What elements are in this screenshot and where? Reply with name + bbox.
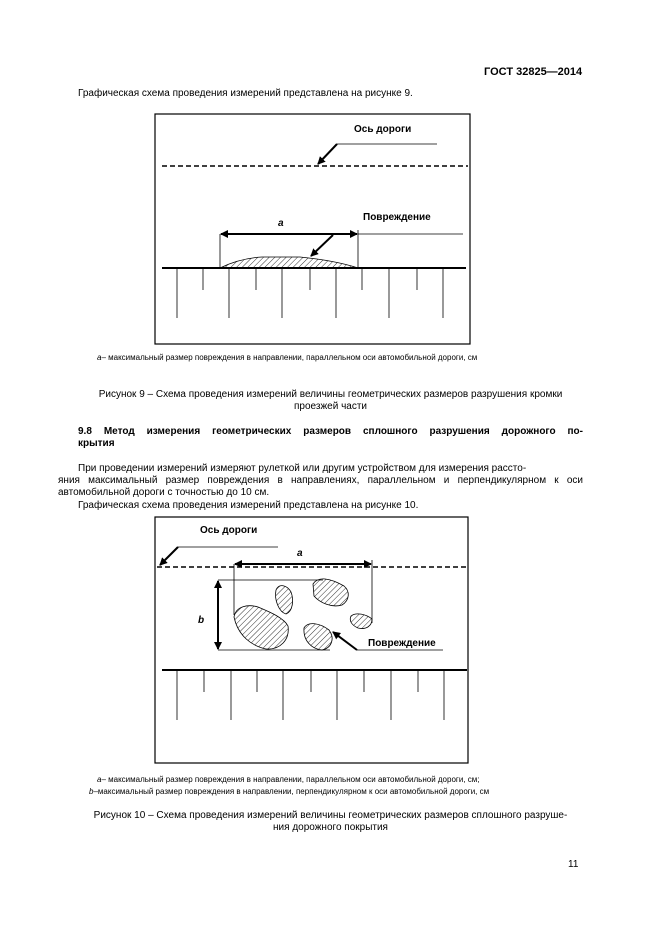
legend-letter: b	[89, 787, 94, 796]
para-line2: яния максимальный размер повреждения в направлениях, параллельном и перпендикулярном к оси	[58, 475, 583, 486]
fig10-damage-leader-arrow	[333, 632, 357, 650]
fig10-dim-a-label: a	[297, 548, 303, 559]
standard-number: ГОСТ 32825—2014	[484, 66, 583, 78]
fig10-dim-b-label: b	[198, 615, 205, 626]
fig10-damage-label: Повреждение	[368, 638, 436, 649]
fig10-legend-a	[97, 775, 479, 785]
legend-text: – максимальный размер повреждения в направлении, параллельном оси автомобильной дороги, см;	[101, 775, 480, 784]
legend-letter: a	[97, 353, 102, 362]
fig10-intro: Графическая схема проведения измерений представлена на рисунке 10.	[78, 500, 419, 511]
fig9-axis-label: Ось дороги	[354, 124, 412, 135]
fig10-axis-leader-arrow	[160, 547, 178, 565]
fig9-damage-leader-arrow	[311, 235, 333, 256]
fig9-frame	[155, 114, 470, 344]
fig9-damage-label: Повреждение	[363, 212, 431, 223]
para-line1	[78, 463, 583, 475]
fig9-ticks	[177, 268, 443, 318]
fig10-caption-line2: ния дорожного покрытия	[273, 822, 388, 833]
section-heading-line1: 9.8 Метод измерения геометрических размеров сплошного разрушения дорожного по-	[78, 426, 583, 437]
legend-letter: a	[97, 775, 102, 784]
fig9-intro: Графическая схема проведения измерений представлена на рисунке 9.	[78, 88, 413, 99]
fig9-caption-line1: Рисунок 9 – Схема проведения измерений величины геометрических размеров разрушения кромки	[98, 389, 563, 400]
fig10-legend-b	[89, 787, 489, 797]
para-line3: автомобильной дороги с точностью до 10 см.	[58, 487, 270, 498]
fig9-caption-line2: проезжей части	[293, 401, 368, 412]
para-line1-text: При проведении измерений измеряют рулеткой или другим устройством для измерения рассто-	[78, 463, 527, 474]
fig9-axis-leader-arrow	[318, 144, 337, 164]
legend-text: –максимальный размер повреждения в направлении, перпендикулярном к оси автомобильной дороги, см	[93, 787, 490, 796]
fig10-caption-line1: Рисунок 10 – Схема проведения измерений величины геометрических размеров сплошного разруше-	[93, 810, 568, 821]
section-heading-line2: крытия	[78, 438, 115, 449]
fig10-damage-patches	[234, 579, 372, 650]
fig10-axis-label: Ось дороги	[200, 525, 258, 536]
fig9-dim-a-label: a	[278, 218, 284, 229]
fig10-ticks	[177, 670, 444, 720]
legend-text: – максимальный размер повреждения в направлении, параллельном оси автомобильной дороги, см	[101, 353, 478, 362]
page-number: 11	[568, 859, 579, 870]
fig9-damage-shape	[220, 257, 358, 268]
fig9-legend-a	[97, 353, 477, 363]
